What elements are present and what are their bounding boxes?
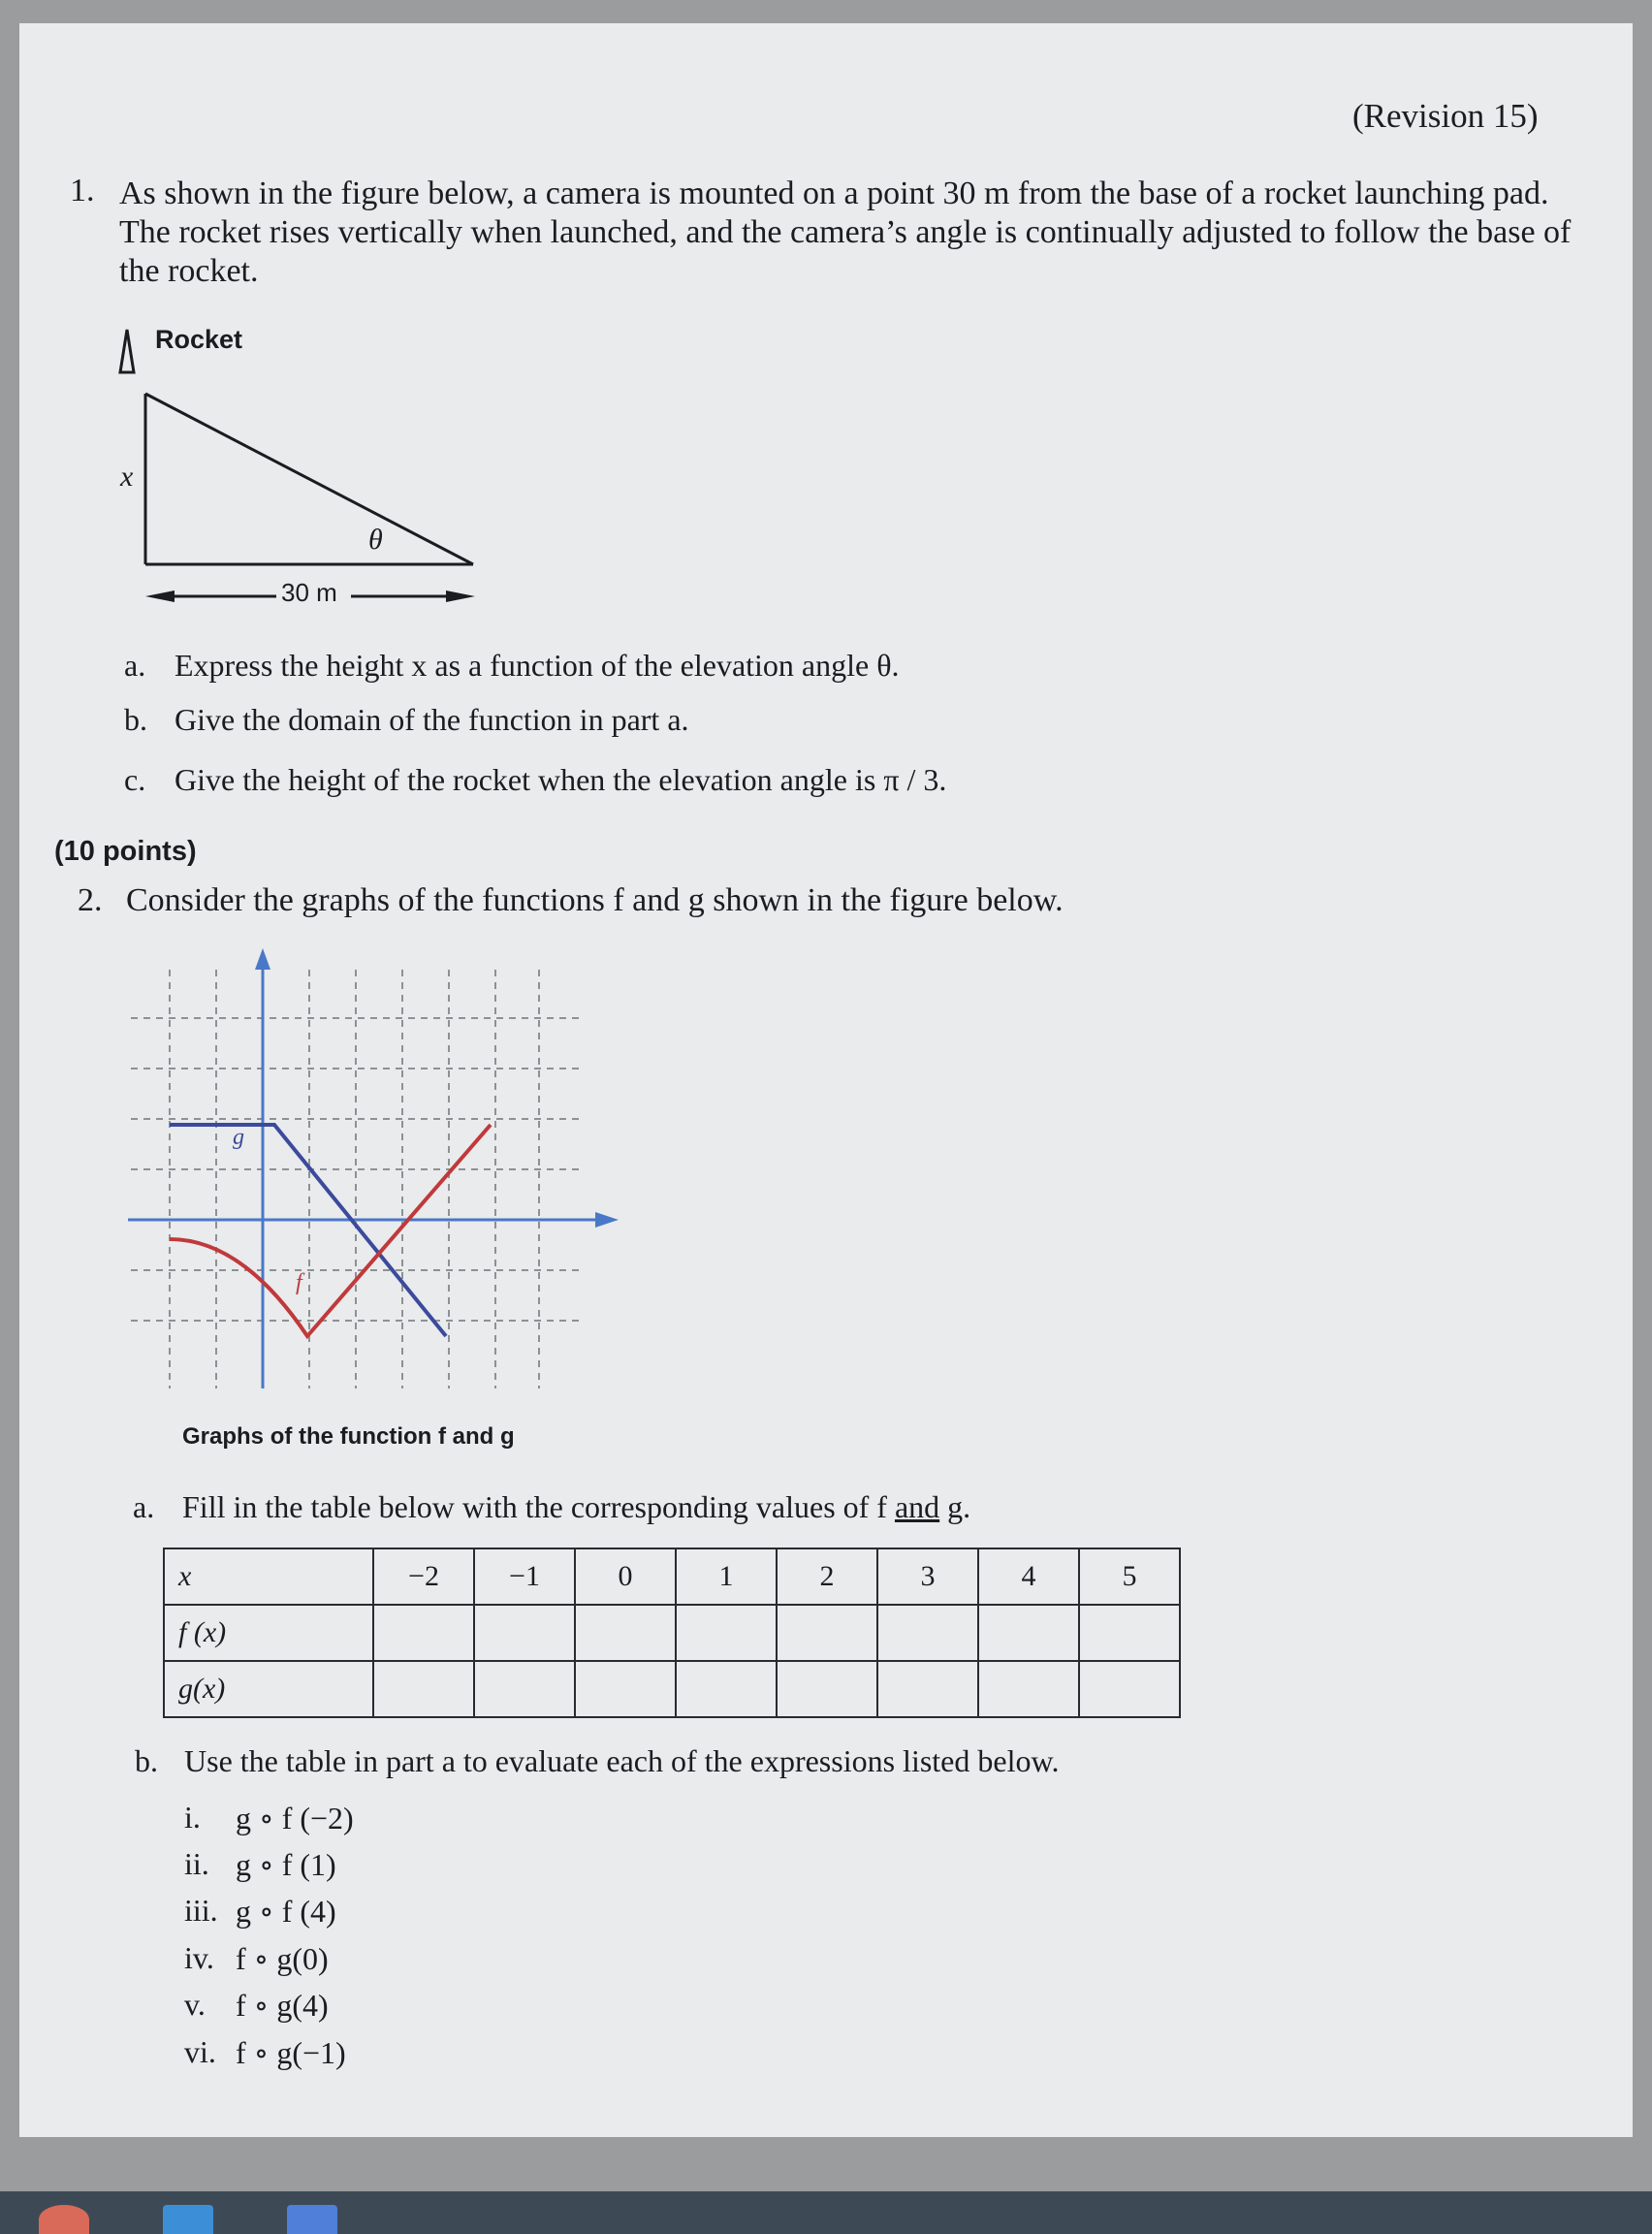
table-x-value: 4 (978, 1548, 1079, 1605)
graph-caption: Graphs of the function f and g (182, 1423, 515, 1450)
table-cell[interactable] (1079, 1661, 1180, 1717)
table-row-f (164, 1605, 1180, 1661)
table-cell[interactable] (978, 1661, 1079, 1717)
f-curve (170, 1125, 491, 1336)
q2-part-b-letter: b. (135, 1743, 158, 1778)
expr-text: f ∘ g(−1) (236, 2035, 346, 2070)
q1-number: 1. (70, 173, 95, 208)
table-x-value: −1 (474, 1548, 575, 1605)
g-curve (170, 1125, 446, 1336)
app-icon[interactable] (163, 2205, 213, 2234)
table-x-value: 2 (777, 1548, 877, 1605)
table-x-header: x (164, 1548, 373, 1605)
rocket-icon (120, 330, 134, 372)
expr-num: i. (184, 1800, 201, 1835)
expr-text: g ∘ f (4) (236, 1894, 336, 1929)
base-label: 30 m (281, 578, 337, 607)
expr-num: v. (184, 1987, 206, 2022)
function-graph (116, 941, 620, 1406)
q1-part-a-letter: a. (124, 648, 146, 683)
table-cell[interactable] (575, 1661, 676, 1717)
expr-num: vi. (184, 2034, 216, 2069)
table-f-label: f (x) (164, 1605, 373, 1661)
table-g-label: g(x) (164, 1661, 373, 1717)
table-cell[interactable] (676, 1605, 777, 1661)
q1-part-c-letter: c. (124, 762, 146, 797)
table-x-value: −2 (373, 1548, 474, 1605)
y-axis-arrow (255, 948, 270, 970)
hypotenuse-side (145, 394, 473, 564)
table-x-value: 5 (1079, 1548, 1180, 1605)
q1-part-b-text: Give the domain of the function in part a. (175, 702, 689, 737)
rocket-triangle-figure (97, 320, 504, 621)
taskbar (0, 2191, 1652, 2234)
table-cell[interactable] (777, 1661, 877, 1717)
table-cell[interactable] (474, 1605, 575, 1661)
table-x-value: 3 (877, 1548, 978, 1605)
revision-label: (Revision 15) (1352, 97, 1539, 135)
f-curve-label: f (296, 1270, 302, 1295)
table-x-value: 0 (575, 1548, 676, 1605)
rocket-label: Rocket (155, 325, 243, 354)
q1-part-c-text: Give the height of the rocket when the elevation angle is π / 3. (175, 762, 947, 797)
q2-text: Consider the graphs of the functions f and g shown in the figure below. (126, 882, 1064, 918)
graph-grid (131, 970, 582, 1388)
app-icon[interactable] (287, 2205, 337, 2234)
table-cell[interactable] (777, 1605, 877, 1661)
q2-part-b-text: Use the table in part a to evaluate each of the expressions listed below. (184, 1743, 1060, 1778)
q2-part-a-letter: a. (133, 1489, 155, 1524)
browser-app-icon[interactable] (39, 2205, 89, 2234)
table-cell[interactable] (373, 1661, 474, 1717)
table-cell[interactable] (373, 1605, 474, 1661)
table-cell[interactable] (877, 1605, 978, 1661)
values-table (163, 1548, 1181, 1718)
q2-part-a-text: Fill in the table below with the corresponding values of f and g. (182, 1489, 971, 1524)
expr-text: f ∘ g(4) (236, 1988, 329, 2023)
angle-label: θ (368, 524, 383, 556)
table-x-value: 1 (676, 1548, 777, 1605)
table-cell[interactable] (575, 1605, 676, 1661)
table-cell[interactable] (1079, 1605, 1180, 1661)
table-cell[interactable] (877, 1661, 978, 1717)
expr-num: iv. (184, 1940, 214, 1975)
expr-text: g ∘ f (1) (236, 1847, 336, 1882)
x-axis-arrow (595, 1212, 619, 1228)
table-cell[interactable] (978, 1605, 1079, 1661)
q2-number: 2. (78, 882, 103, 918)
q1-part-b-letter: b. (124, 702, 147, 737)
table-cell[interactable] (474, 1661, 575, 1717)
expr-text: f ∘ g(0) (236, 1941, 329, 1976)
points-label: (10 points) (54, 836, 197, 867)
expr-num: iii. (184, 1893, 218, 1928)
expr-text: g ∘ f (−2) (236, 1801, 354, 1835)
q1-part-a-text: Express the height x as a function of the elevation angle θ. (175, 648, 900, 683)
g-curve-label: g (233, 1125, 244, 1150)
table-row-g (164, 1661, 1180, 1717)
q1-text: As shown in the figure below, a camera is mounted on a point 30 m from the base of a rocket launching pad. The rocket rises vertically when launched, and the camera’s angle is continually adjusted to follow the base of the rocket. (119, 176, 1572, 289)
expr-num: ii. (184, 1846, 209, 1881)
height-label: x (120, 461, 134, 493)
table-row-x (164, 1548, 1180, 1605)
table-cell[interactable] (676, 1661, 777, 1717)
